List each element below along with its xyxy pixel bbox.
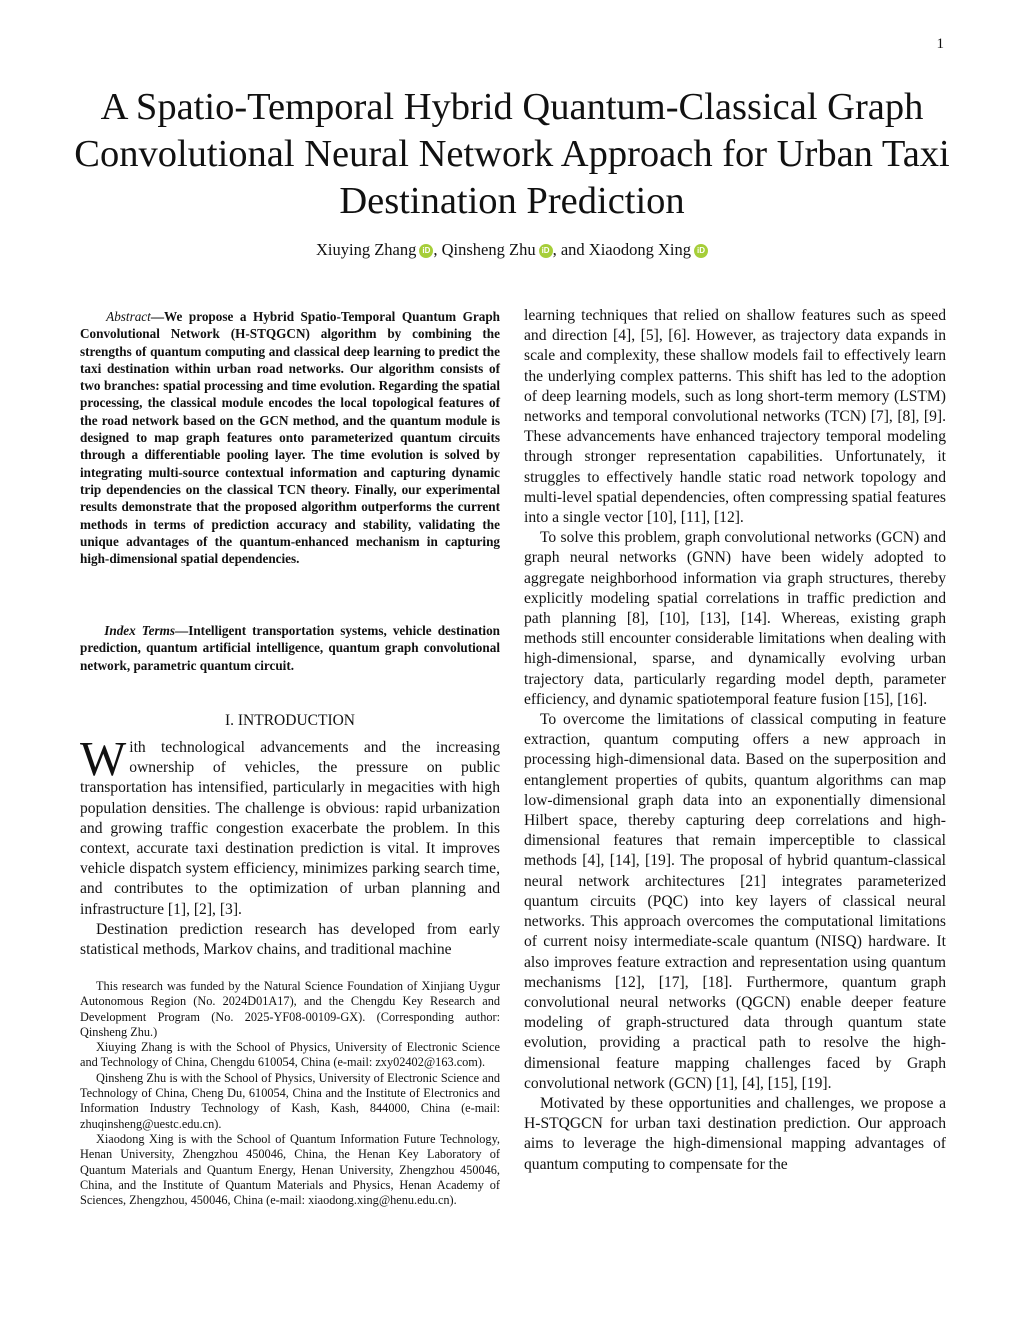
- drop-cap: W: [80, 731, 127, 786]
- paragraph: learning techniques that relied on shallow features such as speed and direction [4], [5], [6]. However, as trajectory data expands in scale and complexity, these shallow models fail to effectively learn the underlying complex patterns. This shift has led to the adoption of deep learning models, such as long short-term memory (LSTM) networks and temporal convolutional networks (TCN) [7], [8], [9]. These advancements have enhanced trajectory temporal modeling through stronger representation capabilities. Unfortunately, it struggles to effectively handle static road network topology and multi-level spatial dependencies, often compressing spatial features into a single vector [10], [11], [12].: [524, 307, 946, 527]
- dash: —: [175, 623, 189, 638]
- section-heading: I. INTRODUCTION: [224, 712, 355, 729]
- funding-footnote: This research was funded by the Natural Science Foundation of Xinjiang Uygur Autonomous Region (No. 2024D01A17), and the Chengdu Key Research and Development Program (No. 2025-YF08-00109-GX). (Corresponding author: Qinsheng Zhu.): [80, 979, 500, 1039]
- paragraph-text: ith technological advancements and the increasing ownership of vehicles, the pressure on public transportation has intensified, particularly in megacities with high population densities. The challenge is obvious: rapid urbanization and growing traffic congestion exacerbate the problem. In this context, accurate taxi destination prediction is vital. It improves vehicle dispatch system efficiency, minimizes parking search time, and contributes to the optimization of urban planning and infrastructure [1], [2], [3].: [80, 739, 500, 918]
- affiliation-footnote: Xiuying Zhang is with the School of Physics, University of Electronic Science and Technology of China, Chengdu 610054, China (e-mail: zxy02402@163.com).: [80, 1040, 500, 1070]
- affiliation-footnote: Qinsheng Zhu is with the School of Physics, University of Electronic Science and Technology of China, Cheng Du, 610054, China and the Institute of Electronics and Information Industry Technology of Kash, Kash, 844000, China (e-mail: zhuqinsheng@uestc.edu.cn).: [80, 1070, 500, 1131]
- page-number: 1: [936, 36, 944, 52]
- author-separator: , and: [552, 240, 589, 259]
- paragraph: [80, 731, 500, 920]
- index-terms-text: Intelligent transportation systems, vehicle destination prediction, quantum artificial intelligence, quantum graph convolutional network, parametric quantum circuit.: [80, 623, 500, 673]
- abstract: [80, 308, 500, 567]
- index-terms: [80, 622, 500, 674]
- paragraph: Motivated by these opportunities and challenges, we propose a H-STQGCN for urban taxi destination prediction. Our approach aims to leverage the high-dimensional mapping advantages of quantum computing to compensate for the: [524, 1094, 946, 1173]
- author-name: Xiuying Zhang: [316, 240, 417, 259]
- paragraph: To overcome the limitations of classical computing in feature extraction, quantum computing offers a new approach in processing high-dimensional data. Based on the superposition and entanglement properties of qubits, quantum algorithms can map low-dimensional graph data into an exponentially dimensional Hilbert space, thereby capturing deep correlations and high-dimensional features that remain imperceptible to classical methods [4], [14], [19]. The proposal of hybrid quantum-classical neural network architectures [21] integrates parameterized quantum circuits (PQC) into key layers of classical neural networks. This approach overcomes the computational limitations of current noisy intermediate-scale quantum (NISQ) hardware. It also improves feature extraction and representation using quantum mechanisms [12], [17], [18]. Furthermore, quantum graph convolutional neural networks (QGCN) enable deeper feature modeling of graph-structured data through quantum state evolution, providing a practical path to resolve the high-dimensional feature mapping challenges faced by Graph convolutional network (GCN) [1], [4], [15], [19].: [524, 711, 946, 1092]
- paragraph: Destination prediction research has developed from early statistical methods, Markov chains, and traditional machine: [80, 920, 500, 959]
- paper-title: A Spatio-Temporal Hybrid Quantum-Classical Graph Convolutional Neural Network Approach for Urban Taxi Destination Prediction: [74, 86, 950, 222]
- affiliation-footnote: Xiaodong Xing is with the School of Quantum Information Future Technology, Henan University, Zhengzhou 450046, China, the Henan Key Laboratory of Quantum Materials and Quantum Energy, Henan University, Zhengzhou 450046, China, and the Institute of Quantum Materials and Physics, Henan Academy of Sciences, Zhengzhou, 450046, China (e-mail: xiaodong.xing@henu.edu.cn).: [80, 1131, 500, 1208]
- abstract-text: We propose a Hybrid Spatio-Temporal Quantum Graph Convolutional Network (H-STQGCN) algorithm by combining the strengths of quantum computing and classical deep learning to predict the taxi destination within urban road networks. Our algorithm consists of two branches: spatial processing and time evolution. Regarding the spatial processing, the classical module encodes the local topological features of the road network based on the GCN method, and the quantum module is designed to map graph features onto parameterized quantum circuits through a differentiable pooling layer. The time evolution is solved by integrating multi-source contextual information and capturing dynamic trip dependencies on the classical TCN theory. Finally, our experimental results demonstrate that the proposed algorithm outperforms the current methods in terms of prediction accuracy and stability, validating the unique advantages of the quantum-enhanced mechanism in capturing high-dimensional spatial dependencies.: [80, 309, 500, 567]
- index-terms-label: Index Terms: [104, 623, 176, 638]
- author-separator: ,: [433, 240, 442, 259]
- dash: —: [150, 309, 165, 324]
- footnotes: [80, 979, 500, 1208]
- orcid-icon[interactable]: iD: [539, 244, 553, 258]
- author-name: Qinsheng Zhu: [441, 240, 536, 259]
- introduction-text: [80, 731, 500, 960]
- orcid-icon[interactable]: iD: [419, 244, 433, 258]
- abstract-label: Abstract: [106, 309, 151, 324]
- paragraph: To solve this problem, graph convolutional networks (GCN) and graph neural networks (GNN) have been widely adopted to aggregate neighborhood information via graph structures, thereby explicitly modeling spatial correlations in traffic prediction and path planning [8], [10], [13], [14]. Whereas, existing graph methods still encounter considerable limitations when dealing with high-dimensional, sparse, and dynamically evolving urban trajectory data, particularly regarding model depth, parameter efficiency, and dynamic spatiotemporal feature fusion [15], [16].: [524, 529, 946, 708]
- orcid-icon[interactable]: iD: [694, 244, 708, 258]
- right-column-text: [524, 306, 946, 1175]
- author-name: Xiaodong Xing: [588, 240, 691, 259]
- author-list: [0, 240, 1024, 260]
